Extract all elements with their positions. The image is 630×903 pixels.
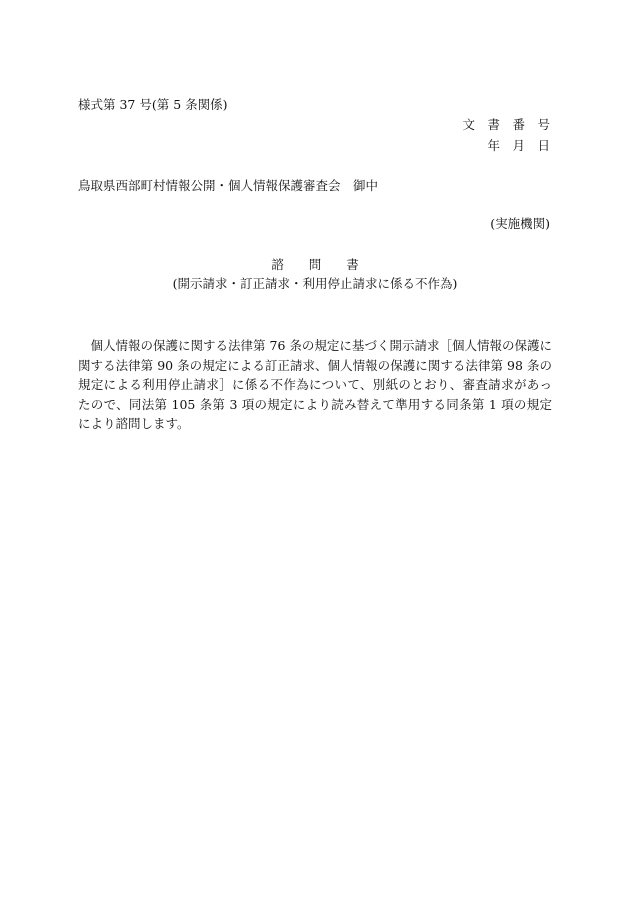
document-number: 文 書 番 号 — [462, 117, 550, 132]
addressee: 鳥取県西部町村情報公開・個人情報保護審査会 御中 — [78, 178, 379, 193]
document-reference-block — [462, 119, 550, 160]
document-date: 年 月 日 — [487, 137, 550, 153]
implementing-agency: (実施機関) — [490, 216, 550, 231]
body-paragraph: 個人情報の保護に関する法律第 76 条の規定に基づく開示請求［個人情報の保護に関する法律第 90 条の規定による訂正請求、個人情報の保護に関する法律第 98 条の規定による利用停止請求］に係る不作為について、別紙のとおり、審査請求があったので、同法第 105 条第 3 項の規定により読み替えて準用する同条第 1 項の規定により諮問します。 — [78, 338, 552, 431]
form-number: 様式第 37 号(第 5 条関係) — [78, 97, 228, 112]
document-subtitle: (開示請求・訂正請求・利用停止請求に係る不作為) — [172, 276, 458, 291]
document-title: 諮 問 書 — [271, 257, 359, 272]
